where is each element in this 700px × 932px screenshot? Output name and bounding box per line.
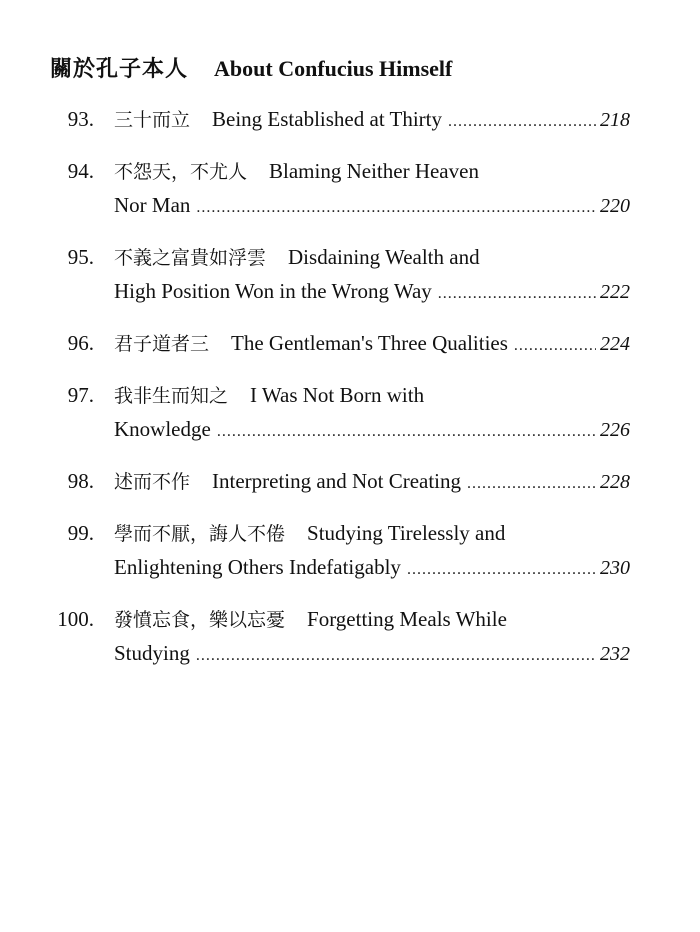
entry-line-1 (114, 240, 630, 275)
entry-line-2 (114, 550, 630, 587)
entry-title-chinese: 發憤忘食，樂以忘憂 (114, 609, 286, 631)
entry-page-number: 228 (600, 471, 630, 493)
entry-number: 96. (67, 331, 94, 355)
entry-line-1 (114, 602, 630, 637)
entry-title-chinese: 不怨天，不尤人 (114, 161, 248, 183)
entry-title-english-line1: Studying Tirelessly and (307, 521, 506, 545)
dot-leader (438, 277, 596, 311)
entry-title-chinese: 學而不厭，誨人不倦 (114, 523, 286, 545)
entry-number: 100. (57, 607, 94, 631)
entry-title-english: Being Established at Thirty (212, 107, 443, 131)
entry-title-english-line2: Studying (114, 641, 190, 665)
entry-page-number: 224 (600, 333, 630, 355)
dot-leader (196, 639, 596, 673)
entry-title-english-line1: Forgetting Meals While (307, 607, 507, 631)
dot-leader (467, 467, 596, 501)
entry-page-number: 218 (600, 109, 630, 131)
entry-title-english-line2: Nor Man (114, 193, 191, 217)
entry-line-2 (114, 188, 630, 225)
section-title-english: About Confucius Himself (214, 56, 453, 81)
entry-line-1 (114, 378, 630, 413)
entry-number: 94. (67, 159, 94, 183)
entry-line (114, 326, 630, 363)
entry-line-2 (114, 636, 630, 673)
entry-title-english: Interpreting and Not Creating (212, 469, 462, 493)
entry-page-number: 230 (600, 557, 630, 579)
dot-leader (514, 329, 596, 363)
dot-leader (196, 191, 596, 225)
entry-page-number: 226 (600, 419, 630, 441)
entry-line (114, 102, 630, 139)
entry-number: 97. (67, 383, 94, 407)
entry-title-chinese: 三十而立 (114, 109, 191, 131)
entry-title-english-line1: Blaming Neither Heaven (269, 159, 479, 183)
section-title-chinese: 關於孔子本人 (50, 57, 189, 82)
section-heading (50, 52, 452, 83)
dot-leader (448, 105, 596, 139)
entry-title-chinese: 我非生而知之 (114, 385, 229, 407)
entry-title-chinese: 君子道者三 (114, 333, 210, 355)
entry-number: 95. (67, 245, 94, 269)
entry-page-number: 232 (600, 643, 630, 665)
entry-line (114, 464, 630, 501)
entry-number: 93. (67, 107, 94, 131)
entry-title-english-line2: Enlightening Others Indefatigably (114, 555, 401, 579)
entry-number: 98. (67, 469, 94, 493)
dot-leader (407, 553, 596, 587)
entry-line-1 (114, 154, 630, 189)
entry-number: 99. (67, 521, 94, 545)
entry-page-number: 222 (600, 281, 630, 303)
entry-title-english: The Gentleman's Three Qualities (231, 331, 508, 355)
entry-line-1 (114, 516, 630, 551)
entry-title-chinese: 述而不作 (114, 471, 191, 493)
entry-page-number: 220 (600, 195, 630, 217)
entry-title-english-line2: Knowledge (114, 417, 211, 441)
dot-leader (217, 415, 596, 449)
entry-title-english-line2: High Position Won in the Wrong Way (114, 279, 432, 303)
entry-title-chinese: 不義之富貴如浮雲 (114, 247, 267, 269)
entry-line-2 (114, 412, 630, 449)
entry-title-english-line1: Disdaining Wealth and (288, 245, 480, 269)
entry-title-english-line1: I Was Not Born with (250, 383, 425, 407)
entry-line-2 (114, 274, 630, 311)
